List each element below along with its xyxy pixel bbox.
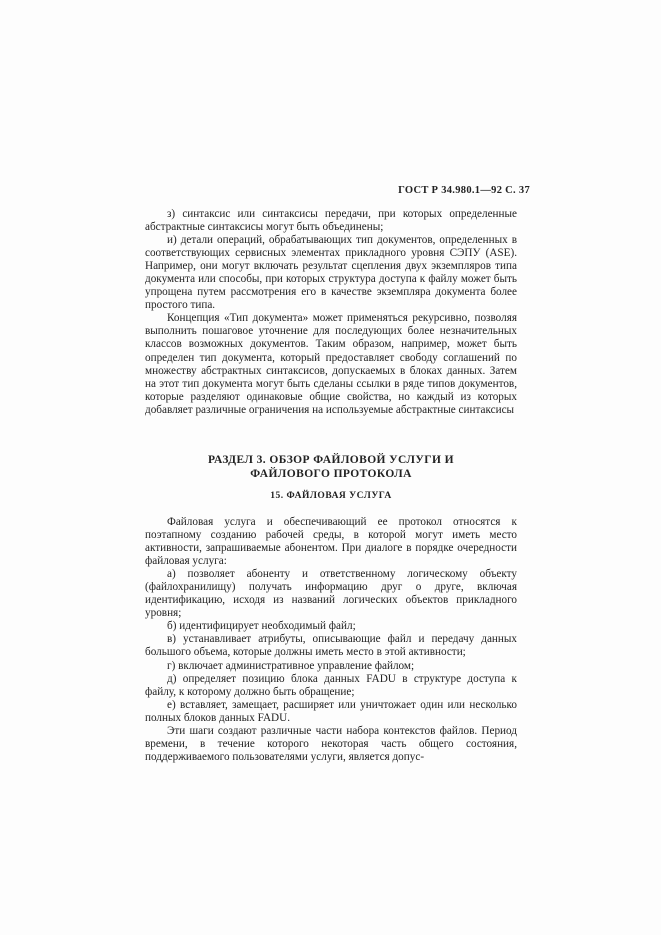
text-block-bottom xyxy=(145,516,517,764)
paragraph-document-type-concept: Концепция «Тип документа» может применяться рекурсивно, позволяя выполнить пошаговое уточнение для последующих более незначительных классов возможных документов. Таким образом, например, может быть определен тип документа, который предоставляет свободу соглашений по множеству абстрактных синтаксисов, допускаемых в блоках данных. Затем на этот тип документа могут быть сделаны ссылки в ряде типов документов, которые разделяют одинаковые общие свойства, но каждый из которых добавляет различные ограничения на используемые абстрактные синтаксисы xyxy=(145,312,517,416)
list-item-a: а) позволяет абоненту и ответственному логическому объекту (файлохранилищу) получать информацию друг о друге, включая идентификацию, исходя из названий логических объектов прикладного уровня; xyxy=(145,568,517,620)
subsection-title: 15. ФАЙЛОВАЯ УСЛУГА xyxy=(270,491,392,501)
page-header: ГОСТ Р 34.980.1—92 С. 37 xyxy=(398,185,530,196)
section-title-line-2: ФАЙЛОВОГО ПРОТОКОЛА xyxy=(250,468,412,480)
text-block-top xyxy=(145,208,517,417)
section-title xyxy=(145,453,517,481)
list-item-g: г) включает административное управление файлом; xyxy=(167,659,415,672)
section-title-line-1: РАЗДЕЛ 3. ОБЗОР ФАЙЛОВОЙ УСЛУГИ И xyxy=(208,454,454,466)
list-item-e: е) вставляет, замещает, расширяет или уничтожает один или несколько полных блоков данных FADU. xyxy=(145,698,517,724)
paragraph-item-z: з) синтаксис или синтаксисы передачи, при которых определенные абстрактные синтаксисы могут быть объединены; xyxy=(145,208,517,234)
paragraph-intro: Файловая услуга и обеспечивающий ее протокол относятся к поэтапному созданию рабочей среды, в которой могут иметь место активности, запрашиваемые абонентом. При диалоге в порядке очередности файловая услуга: xyxy=(145,516,517,568)
list-item-b: б) идентифицирует необходимый файл; xyxy=(167,620,356,633)
paragraph-closing: Эти шаги создают различные части набора контекстов файлов. Период времени, в течение которого некоторая часть общего состояния, поддерживаемого пользователями услуги, является допус- xyxy=(145,724,517,763)
list-item-d: д) определяет позицию блока данных FADU в структуре доступа к файлу, к которому должно быть обращение; xyxy=(145,672,517,698)
list-item-v: в) устанавливает атрибуты, описывающие файл и передачу данных большого объема, которые должны иметь место в этой активности; xyxy=(145,633,517,659)
paragraph-item-i: и) детали операций, обрабатывающих тип документов, определенных в соответствующих сервисных элементах прикладного уровня СЭПУ (ASE). Например, они могут включать результат сцепления двух экземпляров типа документа или способы, при которых структура доступа к файлу может быть упрощена путем рассмотрения его в качестве экземпляра документа более простого типа. xyxy=(145,234,517,312)
